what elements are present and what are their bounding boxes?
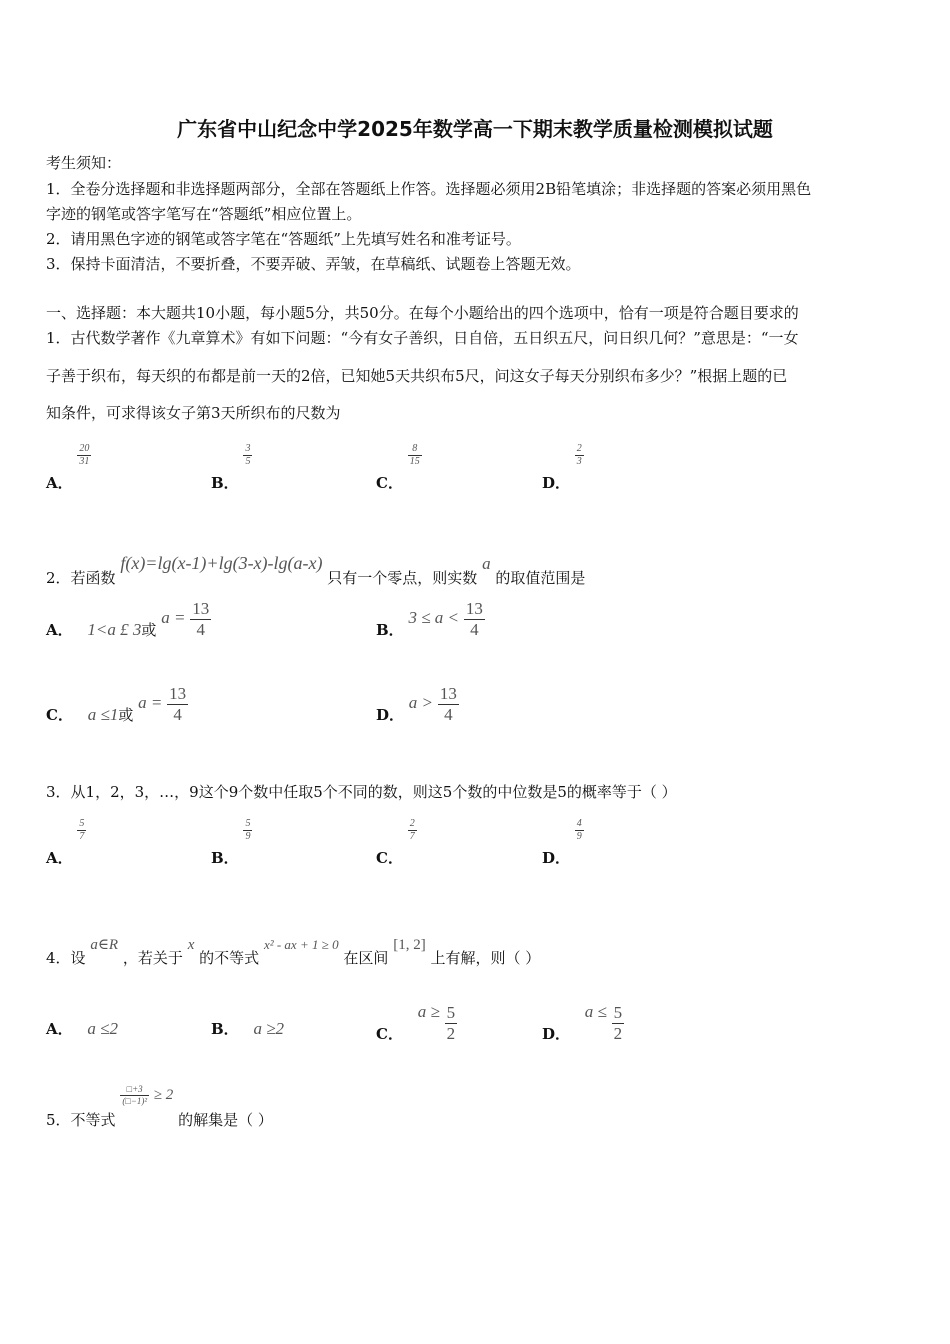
q4-option-d[interactable]: D． a ≤ $\frac{5}{2}$	[542, 1002, 623, 1044]
q2-option-d[interactable]: D． a > $\frac{13}{4}$	[376, 684, 457, 725]
q4-option-c[interactable]: C． a ≥ $\frac{5}{2}$	[376, 1002, 456, 1044]
option-fraction: $\frac{5}{9}$	[245, 818, 251, 842]
option-fraction: $\frac{2}{3}$	[576, 443, 582, 467]
page-title: 广东省中山纪念中学2025年数学高一下期末教学质量检测模拟试题	[177, 117, 773, 141]
question-1-text: 知条件，可求得该女子第3天所织布的尺数为	[46, 404, 341, 422]
option-label: C．	[376, 1025, 403, 1044]
option-fraction: $\frac{13}{4}$	[465, 599, 483, 639]
option-label: C．	[376, 849, 403, 867]
question-3-text: 3．从1，2，3，…，9这个9个数中任取5个不同的数，则这5个数的中位数是5的概率等于（ ）	[46, 783, 677, 801]
q1-option-d[interactable]	[542, 443, 584, 492]
q3-option-d[interactable]	[542, 818, 584, 867]
option-fraction: $\frac{5}{2}$	[613, 1003, 623, 1043]
q2-option-a[interactable]: A． 1<a £ 3或 a = $\frac{13}{4}$	[46, 599, 210, 640]
function-formula: f(x)=lg(x-1)+lg(3-x)-lg(a-x)	[120, 553, 323, 573]
option-fraction: $\frac{4}{9}$	[576, 818, 582, 842]
notice-item: 字迹的钢笔或答字笔写在“答题纸”相应位置上。	[46, 205, 362, 223]
option-label: C．	[46, 706, 73, 725]
option-fraction: $\frac{8}{15}$	[409, 443, 420, 467]
option-label: D．	[376, 706, 405, 725]
question-5-text: 5．不等式 $\frac{□+3}{\text{(□−1)²}}$ ≥ 2 的解集是（ ）	[46, 1084, 273, 1129]
option-fraction: $\frac{20}{31}$	[79, 443, 90, 467]
q3-option-b[interactable]	[211, 818, 252, 867]
option-fraction: $\frac{2}{7}$	[409, 818, 415, 842]
q3-option-a[interactable]	[46, 818, 86, 867]
option-label: A．	[46, 621, 73, 640]
question-1-text: 1．古代数学著作《九章算术》有如下问题：“今有女子善织，日自倍，五日织五尺，问日织几何？”意思是：“一女	[46, 329, 799, 347]
option-label: B．	[376, 621, 404, 640]
option-label: A．	[46, 849, 73, 867]
option-fraction: $\frac{5}{7}$	[79, 818, 85, 842]
q1-option-b[interactable]	[211, 443, 252, 492]
variable: a	[482, 554, 491, 573]
notice-item: 2．请用黑色字迹的钢笔或答字笔在“答题纸”上先填写姓名和准考证号。	[46, 230, 521, 248]
question-1-text: 子善于织布，每天织的布都是前一天的2倍，已知她5天共织布5尺，问这女子每天分别织布多少？”根据上题的已	[46, 367, 788, 385]
option-label: B．	[211, 474, 239, 492]
option-label: A．	[46, 474, 73, 492]
q4-option-a[interactable]: A． a ≤2	[46, 1019, 119, 1038]
notice-item: 1．全卷分选择题和非选择题两部分，全部在答题纸上作答。选择题必须用2B铅笔填涂；非选择题的答案必须用黑色	[46, 180, 812, 198]
question-2-text: 2．若函数 f(x)=lg(x-1)+lg(3-x)-lg(a-x) 只有一个零点，则实数 a 的取值范围是	[46, 553, 586, 587]
q1-option-c[interactable]	[376, 443, 422, 492]
option-fraction: $\frac{3}{5}$	[245, 443, 251, 467]
option-fraction: $\frac{13}{4}$	[169, 684, 187, 724]
notice-item: 3．保持卡面清洁，不要折叠，不要弄破、弄皱，在草稿纸、试题卷上答题无效。	[46, 255, 581, 273]
q3-option-c[interactable]	[376, 818, 417, 867]
inequality-fraction: $\frac{□+3}{\text{(□−1)²}}$	[122, 1084, 148, 1106]
question-4-text: 4．设 a∈R ，若关于 x 的不等式 x² - ax + 1 ≥ 0 在区间 [1, 2] 上有解，则（ ）	[46, 937, 541, 967]
section-heading: 一、选择题：本大题共10小题，每小题5分，共50分。在每个小题给出的四个选项中，恰有一项是符合题目要求的	[46, 304, 799, 322]
option-label: A．	[46, 1020, 73, 1038]
q2-option-c[interactable]: C． a ≤1或 a = $\frac{13}{4}$	[46, 684, 187, 725]
option-label: D．	[542, 474, 571, 492]
notice-heading: 考生须知：	[46, 154, 122, 172]
option-label: D．	[542, 1025, 571, 1044]
q1-option-a[interactable]	[46, 443, 91, 492]
option-fraction: $\frac{13}{4}$	[192, 599, 210, 639]
q4-option-b[interactable]: B． a ≥2	[211, 1019, 285, 1038]
option-label: B．	[211, 849, 239, 867]
option-label: D．	[542, 849, 571, 867]
q2-option-b[interactable]: B． 3 ≤ a < $\frac{13}{4}$	[376, 599, 483, 640]
option-label: B．	[211, 1020, 239, 1038]
option-fraction: $\frac{5}{2}$	[446, 1003, 456, 1043]
option-label: C．	[376, 474, 403, 492]
option-fraction: $\frac{13}{4}$	[439, 684, 457, 724]
